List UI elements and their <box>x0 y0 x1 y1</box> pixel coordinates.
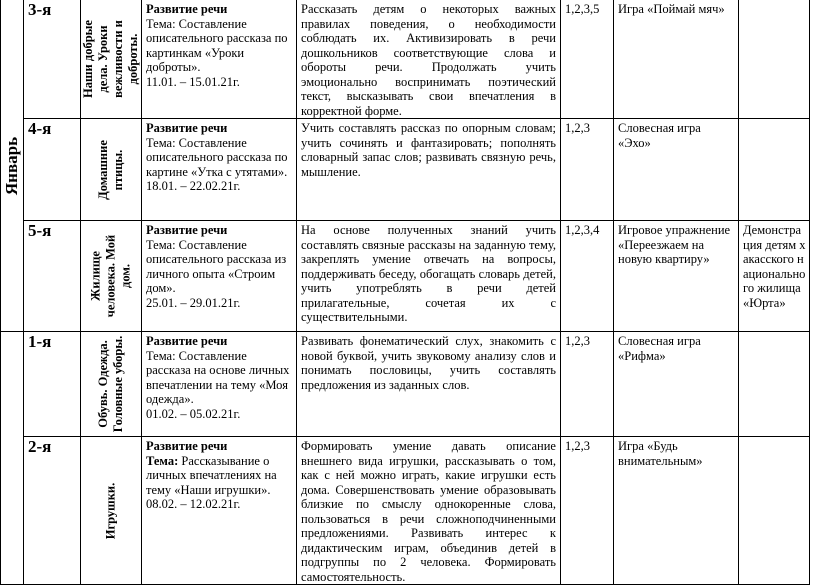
notes-text <box>739 119 809 121</box>
goals-text: Формировать умение давать описание внешнего вида игрушки, рассказывать о том, как с ней можно играть, какие игрушки есть дома. Совершенствовать умение образовывать близкие по смыслу однокоренные слова, пользоваться в речи сложноподчиненными предложениями. Развивать интерес к дидактическим играм, объединив детей в подгруппы по 2 человека. Формировать самостоятельность. <box>301 439 556 584</box>
game-cell <box>614 332 739 437</box>
notes-text <box>739 437 809 439</box>
month-cell <box>1 0 24 332</box>
table-row <box>1 332 810 437</box>
goals-cell <box>297 221 561 332</box>
theme-label: Жилище человека. Мой дом. <box>88 234 133 318</box>
week-label: 5-я <box>28 221 52 240</box>
goals-text: Развивать фонематический слух, знакомить с новой буквой, учить звуковому анализу слов и понимать пословицы, учить составлять предложения из заданных слов. <box>301 334 556 392</box>
theme-cell <box>81 119 142 221</box>
notes-cell <box>739 119 810 221</box>
week-cell <box>24 332 81 437</box>
game-cell <box>614 0 739 119</box>
notes-cell <box>739 437 810 585</box>
goals-cell <box>297 437 561 585</box>
topic-text: Тема: Составление рассказа на основе личных впечатлении на тему «Моя одежда». <box>146 348 290 406</box>
topic-text: Тема: Составление описательного рассказа по картине «Утка с утятами». <box>146 135 288 179</box>
week-label: 2-я <box>28 437 52 456</box>
topic-dates: 01.02. – 05.02.21г. <box>146 406 241 421</box>
topic-cell <box>142 119 297 221</box>
goals-cell <box>297 0 561 119</box>
numbers-text: 1,2,3,4 <box>565 223 600 237</box>
game-text: Игровое упражнение «Переезжаем на новую квартиру» <box>618 223 731 266</box>
month-label: Январь <box>1 136 21 195</box>
game-text: Словесная игра «Рифма» <box>618 334 701 363</box>
topic-heading: Развитие речи <box>146 121 228 135</box>
table-row <box>1 0 810 119</box>
game-cell <box>614 437 739 585</box>
theme-label: Наши добрые дела. Уроки вежливости и доброты. <box>81 20 140 98</box>
topic-text: Рассказывание о личных впечатлениях на тему «Наши игрушки». <box>146 453 277 497</box>
theme-label: Обувь. Одежда. Головные уборы. <box>96 335 125 433</box>
numbers-text: 1,2,3 <box>565 439 590 453</box>
week-cell <box>24 437 81 585</box>
game-cell <box>614 221 739 332</box>
topic-cell <box>142 221 297 332</box>
notes-cell <box>739 221 810 332</box>
week-label: 1-я <box>28 332 52 351</box>
week-label: 3-я <box>28 0 52 19</box>
numbers-text: 1,2,3 <box>565 334 590 348</box>
notes-cell <box>739 0 810 119</box>
theme-cell <box>81 221 142 332</box>
table-row <box>1 221 810 332</box>
topic-heading: Развитие речи <box>146 2 228 16</box>
week-cell <box>24 221 81 332</box>
theme-cell <box>81 332 142 437</box>
numbers-cell <box>561 119 614 221</box>
game-text: Игра «Будь внимательным» <box>618 439 703 468</box>
numbers-text: 1,2,3 <box>565 121 590 135</box>
game-text: Словесная игра «Эхо» <box>618 121 701 150</box>
notes-text: Демонстрация детям хакасского национального жилища «Юрта» <box>743 223 806 310</box>
topic-label: Тема: <box>146 453 179 468</box>
topic-cell <box>142 332 297 437</box>
goals-text: На основе полученных знаний учить составлять связные рассказы на заданную тему, закреплять умение отвечать на вопросы, поддерживать беседу, обогащать словарь детей, учить употреблять в речи детей прилагательные, сочетая их с существительными. <box>301 223 556 324</box>
topic-dates: 25.01. – 29.01.21г. <box>146 295 241 310</box>
topic-dates: 08.02. – 12.02.21г. <box>146 497 241 511</box>
game-cell <box>614 119 739 221</box>
numbers-cell <box>561 332 614 437</box>
theme-cell <box>81 0 142 119</box>
topic-cell <box>142 0 297 119</box>
week-cell <box>24 0 81 119</box>
topic-heading: Развитие речи <box>146 439 228 453</box>
topic-text: Тема: Составление описательного рассказа из личного опыта «Строим дом». <box>146 237 287 295</box>
topic-heading: Развитие речи <box>146 334 228 348</box>
table-row <box>1 119 810 221</box>
topic-text: Тема: Составление описательного рассказа по картинкам «Уроки доброты». <box>146 16 288 74</box>
topic-dates: 11.01. – 15.01.21г. <box>146 74 240 89</box>
topic-cell <box>142 437 297 585</box>
week-label: 4-я <box>28 119 52 138</box>
notes-text <box>739 0 809 2</box>
theme-label: Домашние птицы. <box>96 139 125 200</box>
table-row <box>1 437 810 585</box>
notes-cell <box>739 332 810 437</box>
theme-label: Игрушки. <box>103 482 118 539</box>
theme-cell <box>81 437 142 585</box>
goals-cell <box>297 119 561 221</box>
goals-cell <box>297 332 561 437</box>
notes-text <box>739 332 809 334</box>
game-text: Игра «Поймай мяч» <box>618 2 725 16</box>
month-cell-continued <box>1 332 24 585</box>
goals-text: Рассказать детям о некоторых важных правилах поведения, о необходимости соблюдать их. Активизировать в речи дошкольников соответствующие слова и обороты речи. Продолжать учить эмоционально воспринимать поэтический текст, высказывать свои впечатления в корректной форме. <box>301 2 556 118</box>
topic-heading: Развитие речи <box>146 223 228 237</box>
week-cell <box>24 119 81 221</box>
topic-dates: 18.01. – 22.02.21г. <box>146 179 241 193</box>
numbers-cell <box>561 437 614 585</box>
numbers-cell <box>561 0 614 119</box>
numbers-cell <box>561 221 614 332</box>
goals-text: Учить составлять рассказ по опорным словам; учить сочинять и фантазировать; пополнять словарный запас слов; развивать связную речь, мышление. <box>301 121 556 179</box>
numbers-text: 1,2,3,5 <box>565 2 600 16</box>
